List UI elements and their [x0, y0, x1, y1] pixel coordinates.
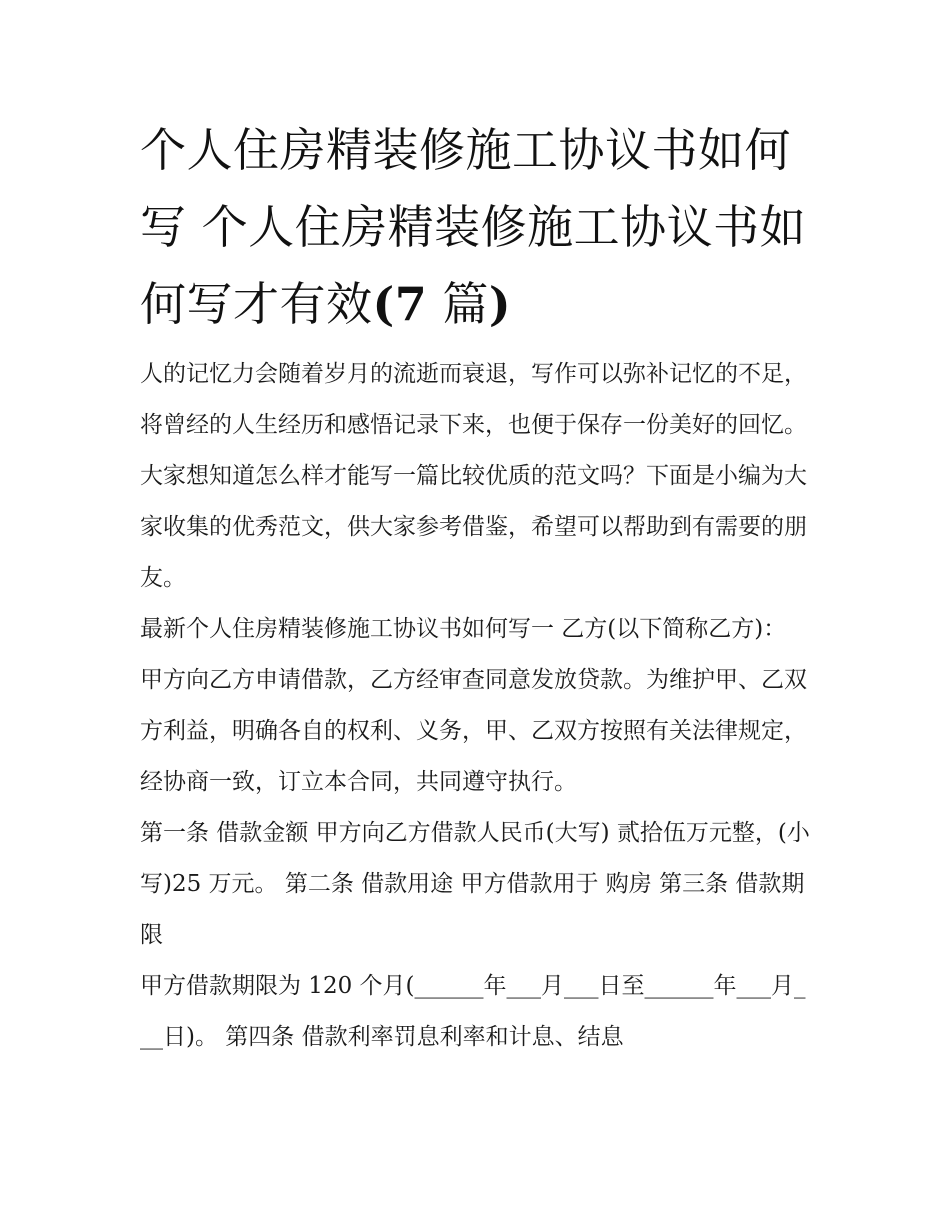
title-paren-close: ) [488, 277, 512, 331]
title-count-unit: 篇 [427, 277, 489, 331]
title-count: 7 [394, 277, 428, 331]
loan-term-paragraph: 甲方借款期限为 120 个月(______年___月___日至______年___月___日)。 第四条 借款利率罚息利率和计息、结息 [140, 973, 806, 1050]
title-paren-open: ( [372, 277, 395, 331]
document-page [140, 112, 815, 1063]
preamble-paragraph: 甲方向乙方申请借款，乙方经审查同意发放贷款。为维护甲、乙双方利益，明确各自的权利、义务，甲、乙双方按照有关法律规定，经协商一致，订立本合同，共同遵守执行。 [140, 667, 807, 795]
document-body [140, 349, 815, 1063]
section-heading-paragraph: 最新个人住房精装修施工协议书如何写一 乙方(以下简称乙方)： [140, 616, 787, 642]
clause-paragraph: 第一条 借款金额 甲方向乙方借款人民币(大写) 贰拾伍万元整，(小写)25 万元。 第二条 借款用途 甲方借款用于 购房 第三条 借款期限 [140, 820, 810, 948]
intro-paragraph: 人的记忆力会随着岁月的流逝而衰退，写作可以弥补记忆的不足，将曾经的人生经历和感悟记录下来，也便于保存一份美好的回忆。大家想知道怎么样才能写一篇比较优质的范文吗？下面是小编为大家收集的优秀范文，供大家参考借鉴，希望可以帮助到有需要的朋友。 [140, 361, 807, 591]
title-main-text: 个人住房精装修施工协议书如何写 个人住房精装修施工协议书如何写才有效 [140, 123, 807, 331]
document-title [140, 112, 815, 343]
